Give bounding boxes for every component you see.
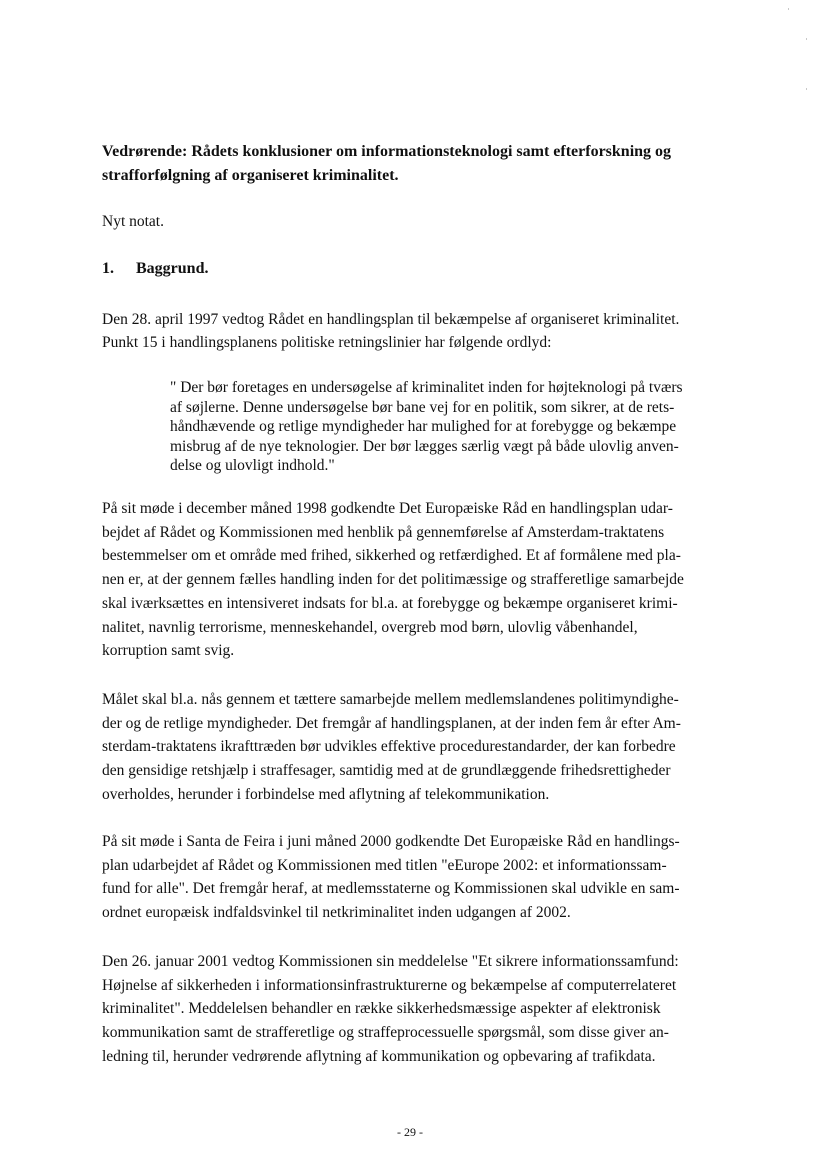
paragraph-3 xyxy=(102,688,742,807)
quote-line: håndhævende og retlige myndigheder har mulighed for at forebygge og bekæmpe xyxy=(170,418,677,435)
text-line: ledning til, herunder vedrørende aflytning af kommunikation og opbevaring af trafikdata. xyxy=(102,1047,656,1065)
text-line: nen er, at der gennem fælles handling inden for det politimæssige og strafferetlige samarbejde xyxy=(102,571,684,589)
text-line: På sit møde i december måned 1998 godkendte Det Europæiske Råd en handlingsplan udar- xyxy=(102,500,673,517)
title-line: Vedrørende: Rådets konklusioner om informationsteknologi samt efterforskning og xyxy=(102,143,672,160)
text-line: bestemmelser om et område med frihed, sikkerhed og retfærdighed. Et af formålene med pla- xyxy=(102,547,681,565)
document-title xyxy=(102,140,742,188)
text-line: overholdes, herunder i forbindelse med aflytning af telekommunikation. xyxy=(102,785,550,803)
paragraph-2 xyxy=(102,497,742,663)
text-line: bejdet af Rådet og Kommissionen med henblik på gennemførelse af Amsterdam-traktatens xyxy=(102,523,665,541)
text-line: korruption samt svig. xyxy=(102,642,235,660)
text-line: plan udarbejdet af Rådet og Kommissionen med titlen "eEurope 2002: et informationssam- xyxy=(102,856,667,874)
text-line: På sit møde i Santa de Feira i juni måned 2000 godkendte Det Europæiske Råd en handlings- xyxy=(102,833,680,850)
quote-line: af søjlerne. Denne undersøgelse bør bane vej for en politik, som sikrer, at de rets- xyxy=(170,398,675,416)
quote-line: " Der bør foretages en undersøgelse af kriminalitet inden for højteknologi på tværs xyxy=(170,379,683,396)
scan-speck xyxy=(806,88,807,90)
section-number: 1. xyxy=(102,260,114,277)
text-line: Den 26. januar 2001 vedtog Kommissionen sin meddelelse "Et sikrere informationssamfund: xyxy=(102,953,679,970)
page-number: - 29 - xyxy=(397,1125,423,1139)
note-label: Nyt notat. xyxy=(102,213,164,230)
text-line: nalitet, navnlig terrorisme, menneskehandel, overgreb mod børn, ulovlig våbenhandel, xyxy=(102,618,638,636)
text-line: den gensidige retshjælp i straffesager, samtidig med at de grundlæggende frihedsrettigheder xyxy=(102,762,671,780)
section-heading xyxy=(102,260,208,278)
text-line: Punkt 15 i handlingsplanens politiske retningslinier har følgende ordlyd: xyxy=(102,334,552,351)
text-line: Målet skal bl.a. nås gennem et tættere samarbejde mellem medlemslandenes politimyndighe- xyxy=(102,691,679,708)
text-line: kommunikation samt de strafferetlige og straffeprocessuelle spørgsmål, som disse giver an- xyxy=(102,1024,669,1042)
scan-speck xyxy=(806,38,807,40)
section-title: Baggrund. xyxy=(136,260,209,277)
text-line: skal iværksættes en intensiveret indsats for bl.a. at forebygge og bekæmpe organiseret krimi- xyxy=(102,594,678,612)
text-line: ordnet europæisk indfaldsvinkel til netkriminalitet inden udgangen af 2002. xyxy=(102,904,571,922)
text-line: Højnelse af sikkerheden i informationsinfrastrukturerne og bekæmpelse af computerrelateret xyxy=(102,976,677,994)
quote-line: delse og ulovligt indhold." xyxy=(170,457,335,474)
text-line: Den 28. april 1997 vedtog Rådet en handlingsplan til bekæmpelse af organiseret kriminalitet. xyxy=(102,311,680,328)
paragraph-4 xyxy=(102,830,742,925)
scan-speck xyxy=(788,8,789,10)
text-line: sterdam-traktatens ikrafttræden bør udvikles effektive procedurestandarder, der kan forbedre xyxy=(102,738,676,756)
paragraph-1 xyxy=(102,308,742,354)
quotation-block xyxy=(170,378,730,476)
text-line: der og de retlige myndigheder. Det fremgår af handlingsplanen, at der inden fem år efter Am- xyxy=(102,714,681,732)
paragraph-5 xyxy=(102,950,742,1069)
title-line: strafforfølgning af organiseret kriminalitet. xyxy=(102,167,399,184)
quote-line: misbrug af de nye teknologier. Der bør lægges særlig vægt på både ulovlig anven- xyxy=(170,437,679,455)
text-line: fund for alle". Det fremgår heraf, at medlemsstaterne og Kommissionen skal udvikle en sam- xyxy=(102,880,680,898)
text-line: kriminalitet". Meddelelsen behandler en række sikkerhedsmæssige aspekter af elektronisk xyxy=(102,1000,661,1018)
